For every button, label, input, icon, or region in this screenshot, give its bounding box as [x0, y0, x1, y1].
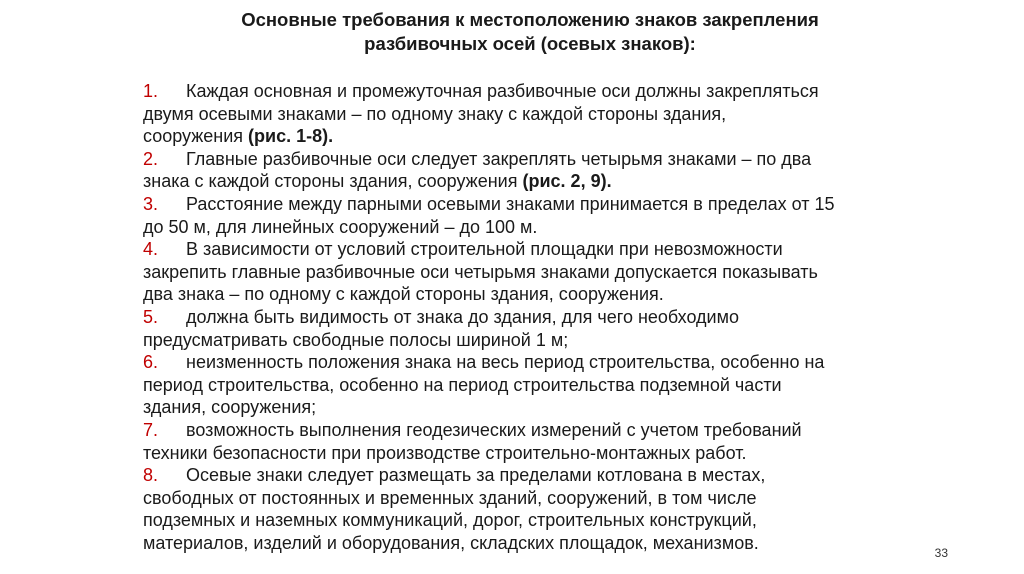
list-item-7-line-1 — [143, 419, 903, 442]
list-item-6-line-1 — [143, 351, 903, 374]
list-item-6-line-2: период строительства, особенно на период строительства подземной части — [143, 374, 782, 395]
item-text: возможность выполнения геодезических измерений с учетом требований — [186, 419, 802, 440]
item-text: В зависимости от условий строительной площадки при невозможности — [186, 239, 783, 260]
item-text: неизменность положения знака на весь период строительства, особенно на — [186, 352, 825, 373]
list-item-1-line-1 — [143, 80, 903, 103]
title-line-1: Основные требования к местоположению знаков закрепления — [241, 9, 819, 30]
list-item-5-line-2: предусматривать свободные полосы шириной 1 м; — [143, 329, 569, 350]
item-text: должна быть видимость от знака до здания, для чего необходимо — [186, 306, 739, 327]
list-item-1-line-3 — [143, 125, 903, 148]
item-text: знака с каждой стороны здания, сооружения — [143, 171, 523, 192]
item-number: 8. — [143, 465, 159, 486]
list-item-4-line-3: два знака – по одному с каждой стороны здания, сооружения. — [143, 284, 664, 305]
list-item-4-line-2: закрепить главные разбивочные оси четырьмя знаками допускается показывать — [143, 261, 818, 282]
list-item-5-line-1 — [143, 306, 903, 329]
list-item-4-line-1 — [143, 238, 903, 261]
item-number: 7. — [143, 419, 159, 440]
list-item-8-line-4: материалов, изделий и оборудования, складских площадок, механизмов. — [143, 532, 759, 553]
item-number: 3. — [143, 193, 159, 214]
list-item-2-line-2 — [143, 170, 903, 193]
figure-reference: (рис. 1-8). — [248, 126, 334, 147]
list-item-8-line-2: свободных от постоянных и временных зданий, сооружений, в том числе — [143, 487, 757, 508]
item-number: 4. — [143, 239, 159, 260]
item-text: Расстояние между парными осевыми знаками принимается в пределах от 15 — [186, 193, 835, 214]
page-number: 33 — [934, 546, 948, 560]
item-text: сооружения — [143, 126, 249, 147]
list-item-8-line-1 — [143, 464, 903, 487]
list-item-8-line-3: подземных и наземных коммуникаций, дорог, строительных конструкций, — [143, 510, 757, 531]
title-line-2: разбивочных осей (осевых знаков): — [364, 33, 696, 54]
figure-reference: (рис. 2, 9). — [522, 171, 612, 192]
list-item-3-line-2: до 50 м, для линейных сооружений – до 100 м. — [143, 216, 538, 237]
list-item-6-line-3: здания, сооружения; — [143, 397, 317, 418]
list-item-1-line-2: двумя осевыми знаками – по одному знаку с каждой стороны здания, — [143, 103, 727, 124]
slide-title — [150, 8, 910, 56]
item-number: 2. — [143, 148, 159, 169]
item-text: Главные разбивочные оси следует закреплять четырьмя знаками – по два — [186, 148, 812, 169]
list-item-7-line-2: техники безопасности при производстве строительно-монтажных работ. — [143, 442, 747, 463]
item-text: Каждая основная и промежуточная разбивочные оси должны закрепляться — [186, 81, 819, 101]
item-number: 6. — [143, 352, 159, 373]
item-number: 5. — [143, 306, 159, 327]
list-item-3-line-1 — [143, 193, 903, 216]
list-item-2-line-1 — [143, 148, 903, 171]
item-number: 1. — [143, 81, 159, 101]
item-text: Осевые знаки следует размещать за пределами котлована в местах, — [186, 465, 766, 486]
requirements-list — [143, 80, 903, 554]
